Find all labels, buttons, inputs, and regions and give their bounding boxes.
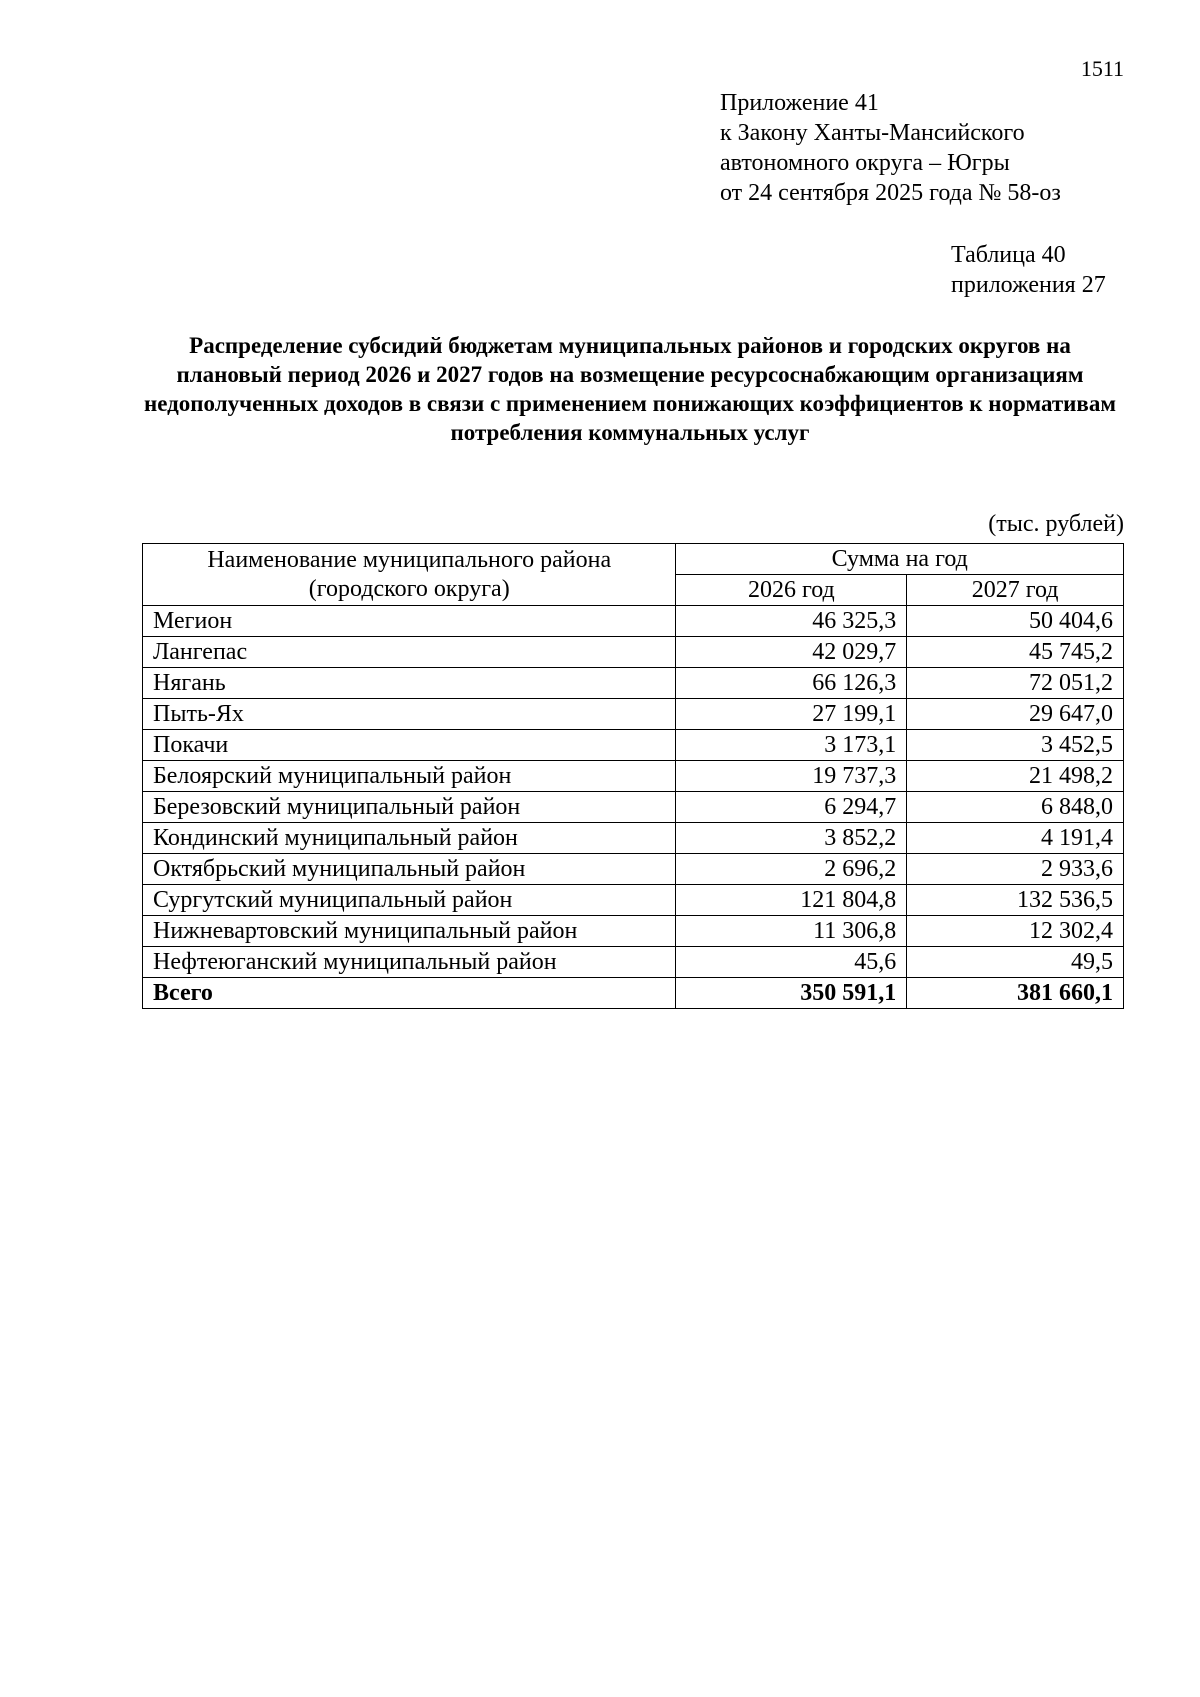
row-value-2027: 29 647,0 (907, 699, 1124, 730)
table-row (143, 885, 1124, 916)
page-number: 1511 (1080, 56, 1124, 81)
row-value-2026: 66 126,3 (676, 668, 907, 699)
subsidy-table (142, 543, 1124, 1009)
appendix-line: автономного округа – Югры (720, 150, 1010, 176)
row-name: Мегион (143, 606, 676, 637)
row-value-2027: 2 933,6 (907, 854, 1124, 885)
total-label: Всего (143, 978, 676, 1009)
row-name: Нефтеюганский муниципальный район (143, 947, 676, 978)
header-name: Наименование муниципального района (городского округа) (143, 544, 676, 606)
appendix-block (720, 88, 1061, 208)
row-name: Сургутский муниципальный район (143, 885, 676, 916)
row-value-2026: 2 696,2 (676, 854, 907, 885)
row-name: Лангепас (143, 637, 676, 668)
row-value-2026: 6 294,7 (676, 792, 907, 823)
row-name: Кондинский муниципальный район (143, 823, 676, 854)
row-value-2027: 50 404,6 (907, 606, 1124, 637)
row-value-2026: 121 804,8 (676, 885, 907, 916)
row-value-2026: 27 199,1 (676, 699, 907, 730)
table-row (143, 854, 1124, 885)
total-2027: 381 660,1 (907, 978, 1124, 1009)
units-label: (тыс. рублей) (988, 511, 1124, 537)
total-2026: 350 591,1 (676, 978, 907, 1009)
table-row (143, 637, 1124, 668)
table-row (143, 668, 1124, 699)
row-name: Октябрьский муниципальный район (143, 854, 676, 885)
table-header-row (143, 544, 1124, 575)
row-name: Пыть-Ях (143, 699, 676, 730)
appendix-line: к Закону Ханты-Мансийского (720, 120, 1025, 146)
row-value-2026: 42 029,7 (676, 637, 907, 668)
row-value-2027: 12 302,4 (907, 916, 1124, 947)
table-row (143, 823, 1124, 854)
row-name: Нягань (143, 668, 676, 699)
row-value-2027: 6 848,0 (907, 792, 1124, 823)
row-value-2027: 49,5 (907, 947, 1124, 978)
header-year-2026: 2026 год (676, 575, 907, 606)
row-value-2027: 3 452,5 (907, 730, 1124, 761)
row-name: Березовский муниципальный район (143, 792, 676, 823)
appendix-line: от 24 сентября 2025 года № 58-оз (720, 180, 1061, 206)
table-row (143, 916, 1124, 947)
row-value-2026: 19 737,3 (676, 761, 907, 792)
header-year-2027: 2027 год (907, 575, 1124, 606)
row-value-2027: 21 498,2 (907, 761, 1124, 792)
row-value-2026: 46 325,3 (676, 606, 907, 637)
row-value-2027: 72 051,2 (907, 668, 1124, 699)
row-name: Белоярский муниципальный район (143, 761, 676, 792)
document-title: Распределение субсидий бюджетам муниципальных районов и городских округов на плановый период 2026 и 2027 годов на возмещение ресурсоснабжающим организациям недополученных доходов в связи с применением понижающих коэффициентов к нормативам потребления коммунальных услуг (143, 333, 1117, 445)
row-value-2026: 11 306,8 (676, 916, 907, 947)
table-row (143, 947, 1124, 978)
table-reference (951, 240, 1106, 300)
row-value-2027: 132 536,5 (907, 885, 1124, 916)
table-row (143, 699, 1124, 730)
row-value-2026: 3 852,2 (676, 823, 907, 854)
row-value-2027: 45 745,2 (907, 637, 1124, 668)
table-row (143, 730, 1124, 761)
row-value-2026: 3 173,1 (676, 730, 907, 761)
table-body (143, 606, 1124, 1009)
header-sum: Сумма на год (676, 544, 1124, 575)
row-name: Покачи (143, 730, 676, 761)
row-value-2026: 45,6 (676, 947, 907, 978)
appendix-line: Приложение 41 (720, 90, 879, 116)
table-row (143, 761, 1124, 792)
table-ref-line: приложения 27 (951, 272, 1106, 298)
row-name: Нижневартовский муниципальный район (143, 916, 676, 947)
table-row (143, 606, 1124, 637)
table-row (143, 792, 1124, 823)
table-ref-line: Таблица 40 (951, 242, 1066, 268)
row-value-2027: 4 191,4 (907, 823, 1124, 854)
table-total-row (143, 978, 1124, 1009)
